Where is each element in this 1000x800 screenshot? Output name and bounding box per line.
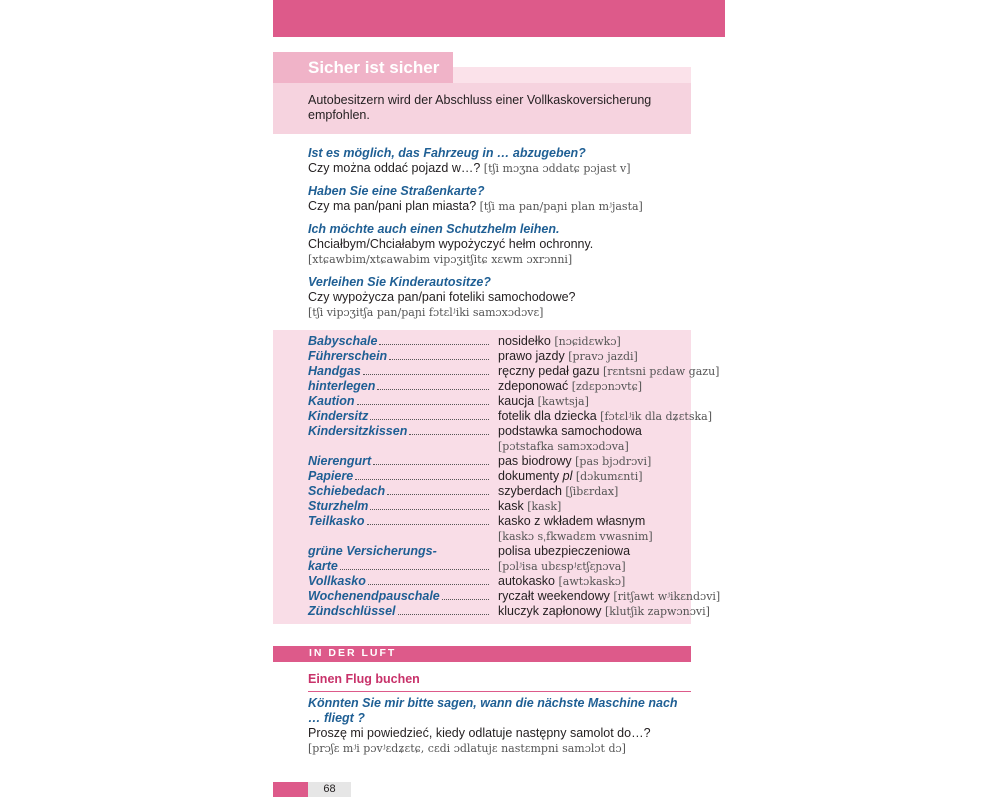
phrase-polish bbox=[308, 161, 688, 176]
vocab-polish bbox=[498, 424, 642, 439]
phrase-german: Ich möchte auch einen Schutzhelm leihen. bbox=[308, 222, 560, 236]
vocab-polish bbox=[498, 454, 651, 469]
phrase-german: Könnten Sie mir bitte sagen, wann die nächste Maschine nach … fliegt ? bbox=[308, 696, 678, 725]
vocab-german bbox=[308, 364, 490, 379]
vocab-polish-text: kask bbox=[498, 499, 524, 513]
vocab-german-text: Sturzhelm bbox=[308, 499, 369, 513]
phrase-ipa: [xtɕawbim/xtɕawabim vipɔʒitʃitɕ xɛwm ɔxrɔnni] bbox=[308, 253, 573, 266]
vocab-polish-text: kaucja bbox=[498, 394, 535, 408]
vocab-ipa: [ʃibɛrdax] bbox=[565, 485, 619, 498]
vocab-german bbox=[308, 334, 490, 349]
vocab-ipa: [pɔlʲisa ubɛspʲɛtʃɛɲɔva] bbox=[498, 560, 626, 573]
leader-dots bbox=[379, 334, 489, 345]
vocab-german bbox=[308, 409, 490, 424]
flight-phrase bbox=[308, 696, 678, 756]
vocab-german-text: Zündschlüssel bbox=[308, 604, 396, 618]
phrase-polish: Proszę mi powiedzieć, kiedy odlatuje następny samolot do…? bbox=[308, 726, 651, 740]
vocab-german-text: Kaution bbox=[308, 394, 355, 408]
vocab-polish-text: dokumenty pl bbox=[498, 469, 573, 483]
vocab-row bbox=[273, 544, 691, 559]
vocab-polish-text: kluczyk zapłonowy bbox=[498, 604, 602, 618]
vocab-german bbox=[308, 439, 490, 454]
vocab-polish bbox=[498, 349, 638, 364]
leader-dots bbox=[355, 469, 489, 480]
phrase-list bbox=[308, 146, 688, 328]
vocab-ipa: [awtɔkaskɔ] bbox=[558, 575, 626, 588]
vocab-polish bbox=[498, 499, 561, 514]
vocab-row bbox=[273, 454, 691, 469]
phrase-polish: Czy wypożycza pan/pani foteliki samochodowe? bbox=[308, 290, 576, 304]
vocab-polish-text: ryczałt weekendowy bbox=[498, 589, 610, 603]
vocab-row bbox=[273, 514, 691, 529]
phrase-item bbox=[308, 184, 688, 214]
vocab-polish bbox=[498, 574, 625, 589]
vocab-polish-text: pas biodrowy bbox=[498, 454, 572, 468]
vocab-german-text: grüne Versicherungs- bbox=[308, 544, 437, 558]
vocab-german-text: Schiebedach bbox=[308, 484, 386, 498]
vocab-row bbox=[273, 394, 691, 409]
vocab-row bbox=[273, 604, 710, 619]
vocab-german bbox=[308, 589, 490, 604]
intro-box bbox=[273, 83, 691, 134]
vocab-polish bbox=[498, 484, 618, 499]
vocab-german bbox=[308, 514, 490, 529]
vocab-polish bbox=[498, 604, 710, 619]
leader-dots bbox=[357, 394, 489, 405]
vocab-polish-text: zdeponować bbox=[498, 379, 569, 393]
vocab-polish-text: fotelik dla dziecka bbox=[498, 409, 597, 423]
vocab-polish bbox=[498, 559, 626, 574]
vocab-ipa: [kawtsja] bbox=[537, 395, 589, 408]
vocab-polish bbox=[498, 514, 645, 529]
vocab-ipa: [ritʃawt wʲikɛndɔvi] bbox=[613, 590, 721, 603]
phrase-german: Haben Sie eine Straßenkarte? bbox=[308, 184, 485, 198]
vocab-polish-text: autokasko bbox=[498, 574, 555, 588]
leader-dots bbox=[387, 484, 489, 495]
vocab-german-text: Wochenendpauschale bbox=[308, 589, 440, 603]
leader-dots bbox=[389, 349, 489, 360]
vocab-polish bbox=[498, 589, 720, 604]
vocab-polish bbox=[498, 529, 653, 544]
vocab-german bbox=[308, 574, 490, 589]
phrase-item bbox=[308, 275, 688, 320]
leader-dots bbox=[363, 364, 489, 375]
section-title-band bbox=[453, 67, 691, 83]
leader-dots bbox=[370, 409, 489, 420]
leader-dots bbox=[409, 424, 489, 435]
vocab-polish bbox=[498, 439, 629, 454]
vocab-row bbox=[273, 424, 691, 439]
vocab-german bbox=[308, 559, 490, 574]
vocab-polish bbox=[498, 469, 643, 484]
vocab-polish-text: podstawka samochodowa bbox=[498, 424, 642, 438]
vocab-ipa: [rɛntsni pɛdaw gazu] bbox=[602, 365, 720, 378]
vocab-german-text: hinterlegen bbox=[308, 379, 376, 393]
phrase-polish-text: Czy można oddać pojazd w…? bbox=[308, 161, 481, 175]
vocab-polish bbox=[498, 409, 712, 424]
vocab-row bbox=[273, 559, 691, 574]
vocab-german-text: Kindersitzkissen bbox=[308, 424, 408, 438]
vocab-row bbox=[273, 529, 691, 544]
vocab-german-text: Papiere bbox=[308, 469, 354, 483]
vocab-polish-text: polisa ubezpieczeniowa bbox=[498, 544, 631, 558]
vocab-row bbox=[273, 484, 691, 499]
vocab-row bbox=[273, 574, 691, 589]
vocab-ipa: [pas bjɔdrɔvi] bbox=[575, 455, 652, 468]
leader-dots bbox=[340, 559, 489, 570]
phrase-ipa: [prɔʃɛ mʲi pɔvʲɛdʑɛtɕ, cɛdi ɔdlatujɛ nastɛmpni samɔlɔt dɔ] bbox=[308, 742, 626, 755]
phrase-polish bbox=[308, 199, 688, 214]
vocab-row bbox=[273, 499, 691, 514]
phrase-item bbox=[308, 146, 688, 176]
vocab-row bbox=[273, 334, 691, 349]
vocab-ipa: [klutʃik zapwɔnɔvi] bbox=[605, 605, 710, 618]
vocab-polish bbox=[498, 334, 621, 349]
vocab-polish bbox=[498, 364, 719, 379]
vocab-ipa: [kask] bbox=[527, 500, 562, 513]
vocab-german bbox=[308, 544, 490, 559]
phrase-ipa: [tʃi vipɔʒitʃa pan/paɲi fɔtɛlʲiki samɔxɔdɔvɛ] bbox=[308, 306, 544, 319]
vocab-german-text: karte bbox=[308, 559, 338, 573]
leader-dots bbox=[373, 454, 489, 465]
vocab-german bbox=[308, 529, 490, 544]
phrase-item bbox=[308, 222, 688, 267]
vocab-polish-text: prawo jazdy bbox=[498, 349, 565, 363]
vocab-polish bbox=[498, 394, 589, 409]
vocab-german-text: Handgas bbox=[308, 364, 361, 378]
vocab-row bbox=[273, 409, 712, 424]
vocab-german bbox=[308, 499, 490, 514]
vocab-ipa: [kaskɔ sˌfkwadɛm vwasnim] bbox=[498, 530, 653, 543]
phrase-polish: Chciałbym/Chciałabym wypożyczyć hełm ochronny. bbox=[308, 237, 594, 251]
vocab-ipa: [pɔtstafka samɔxɔdɔva] bbox=[498, 440, 629, 453]
phrase-ipa: [tʃi ma pan/paɲi plan mʲjasta] bbox=[479, 200, 643, 213]
vocab-german bbox=[308, 484, 490, 499]
leader-dots bbox=[398, 604, 489, 615]
vocab-german-text: Kindersitz bbox=[308, 409, 369, 423]
phrase-polish-text: Czy ma pan/pani plan miasta? bbox=[308, 199, 477, 213]
vocab-row bbox=[273, 469, 691, 484]
phrase-german: Verleihen Sie Kinderautositze? bbox=[308, 275, 491, 289]
vocab-ipa: [nɔɕidɛwkɔ] bbox=[554, 335, 621, 348]
intro-text: Autobesitzern wird der Abschluss einer Vollkaskoversicherung empfohlen. bbox=[308, 93, 652, 122]
vocab-polish-text: szyberdach bbox=[498, 484, 562, 498]
vocab-german-text: Vollkasko bbox=[308, 574, 366, 588]
vocab-ipa: [fɔtɛlʲik dla dʑɛtska] bbox=[600, 410, 712, 423]
vocab-german-text: Teilkasko bbox=[308, 514, 365, 528]
phrase-ipa: [tʃi mɔʒna ɔddatɕ pɔjast v] bbox=[483, 162, 631, 175]
section-bar: IN DER LUFT bbox=[273, 646, 691, 662]
vocab-german-text: Nierengurt bbox=[308, 454, 372, 468]
vocab-polish bbox=[498, 379, 642, 394]
vocab-polish-text: nosidełko bbox=[498, 334, 551, 348]
vocab-row bbox=[273, 364, 720, 379]
leader-dots bbox=[368, 574, 489, 585]
page-number: 68 bbox=[308, 782, 351, 797]
vocab-german-text: Führerschein bbox=[308, 349, 388, 363]
phrase-german: Ist es möglich, das Fahrzeug in … abzugeben? bbox=[308, 146, 586, 160]
leader-dots bbox=[377, 379, 489, 390]
leader-dots bbox=[442, 589, 489, 600]
vocab-polish bbox=[498, 544, 630, 559]
vocab-german bbox=[308, 604, 490, 619]
vocab-ipa: [zdɛpɔnɔvtɕ] bbox=[571, 380, 643, 393]
section-title: Sicher ist sicher bbox=[273, 52, 453, 83]
vocab-german-text: Babyschale bbox=[308, 334, 378, 348]
vocab-ipa: [pravɔ jazdi] bbox=[568, 350, 638, 363]
vocab-polish-text: kasko z wkładem własnym bbox=[498, 514, 646, 528]
vocab-row bbox=[273, 589, 721, 604]
top-color-bar bbox=[273, 0, 725, 37]
vocab-german bbox=[308, 379, 490, 394]
leader-dots bbox=[367, 514, 489, 525]
vocab-german bbox=[308, 454, 490, 469]
page-tab-marker bbox=[273, 782, 308, 797]
subheading: Einen Flug buchen bbox=[308, 672, 691, 692]
vocab-row bbox=[273, 349, 691, 364]
vocab-german bbox=[308, 469, 490, 484]
vocab-german bbox=[308, 349, 490, 364]
vocab-row bbox=[273, 439, 691, 454]
vocabulary-box bbox=[273, 330, 721, 624]
vocab-row bbox=[273, 379, 691, 394]
vocab-german bbox=[308, 394, 490, 409]
vocab-ipa: [dɔkumɛnti] bbox=[575, 470, 643, 483]
vocab-german bbox=[308, 424, 490, 439]
vocab-polish-text: ręczny pedał gazu bbox=[498, 364, 600, 378]
leader-dots bbox=[370, 499, 489, 510]
